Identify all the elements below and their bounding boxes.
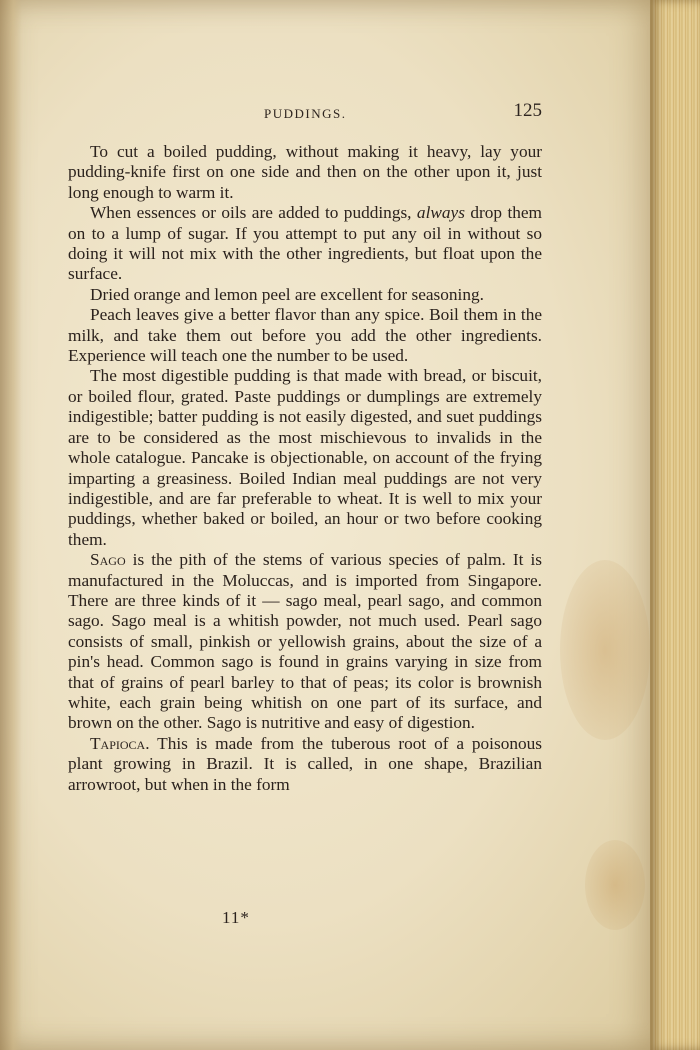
paragraph-cutting-pudding: To cut a boiled pudding, without making it heavy, lay your pudding-knife first on one side and then on the other upon it, just long enough to warm it. (68, 142, 542, 202)
page-header (68, 100, 542, 130)
paragraph-orange-lemon-peel: Dried orange and lemon peel are excellent for seasoning. (90, 284, 484, 304)
paragraph-sago (68, 550, 542, 734)
paragraph-tapioca (68, 734, 542, 795)
paragraph-digestible-pudding: The most digestible pudding is that made with bread, or biscuit, or boiled flour, grated. Paste puddings or dumplings are extremely indigestible; batter pudding is not easily digested, and suet puddings are to be considered as the most mischievous to invalids in the whole catalogue. Pancake is objectionable, on account of the frying imparting a greasiness. Boiled Indian meal puddings are not very indigestible, and are far preferable to wheat. It is well to mix your puddings, whether baked or boiled, an hour or two before cooking them. (68, 366, 542, 549)
paper-stain (560, 560, 650, 740)
paper-stain (585, 840, 645, 930)
page-number: 125 (513, 100, 542, 121)
text-run: drop them on to a lump of sugar. If you attempt to put any oil in without so doing it will not mix with the other ingredients, but float upon the surface. (68, 203, 542, 284)
page-body (68, 142, 542, 795)
page-block-edge (650, 0, 700, 1050)
lead-word-sago: Sago (90, 550, 126, 570)
emphasis-always: always (416, 203, 465, 223)
running-head: PUDDINGS. (264, 106, 347, 121)
lead-word-tapioca: Tapioca. (90, 733, 150, 753)
text-run: is the pith of the stems of various species of palm. It is manufactured in the Moluccas, and is imported from Singapore. There are three kinds of it — sago meal, pearl sago, and common sago. Sago meal is a whitish powder, not much used. Pearl sago consists of small, pinkish or yellowish grains, about the size of a pin's head. Common sago is found in grains varying in size from that of grains of pearl barley to that of peas; its color is brownish white, each grain being whitish on one part of its surface, and brown on the other. Sago is nutritive and easy of digestion. (68, 550, 542, 733)
paragraph-essences-oils (68, 203, 542, 285)
text-run: When essences or oils are added to puddings, (90, 203, 417, 223)
text-run: This is made from the tuberous root of a poisonous plant growing in Brazil. It is called, in one shape, Brazilian arrowroot, but when in the form (68, 733, 542, 794)
signature-mark: 11* (222, 908, 250, 927)
paragraph-peach-leaves: Peach leaves give a better flavor than any spice. Boil them in the milk, and take them out before you add the other ingredients. Experience will teach one the number to be used. (68, 305, 542, 366)
page-gutter-shadow (0, 0, 22, 1050)
